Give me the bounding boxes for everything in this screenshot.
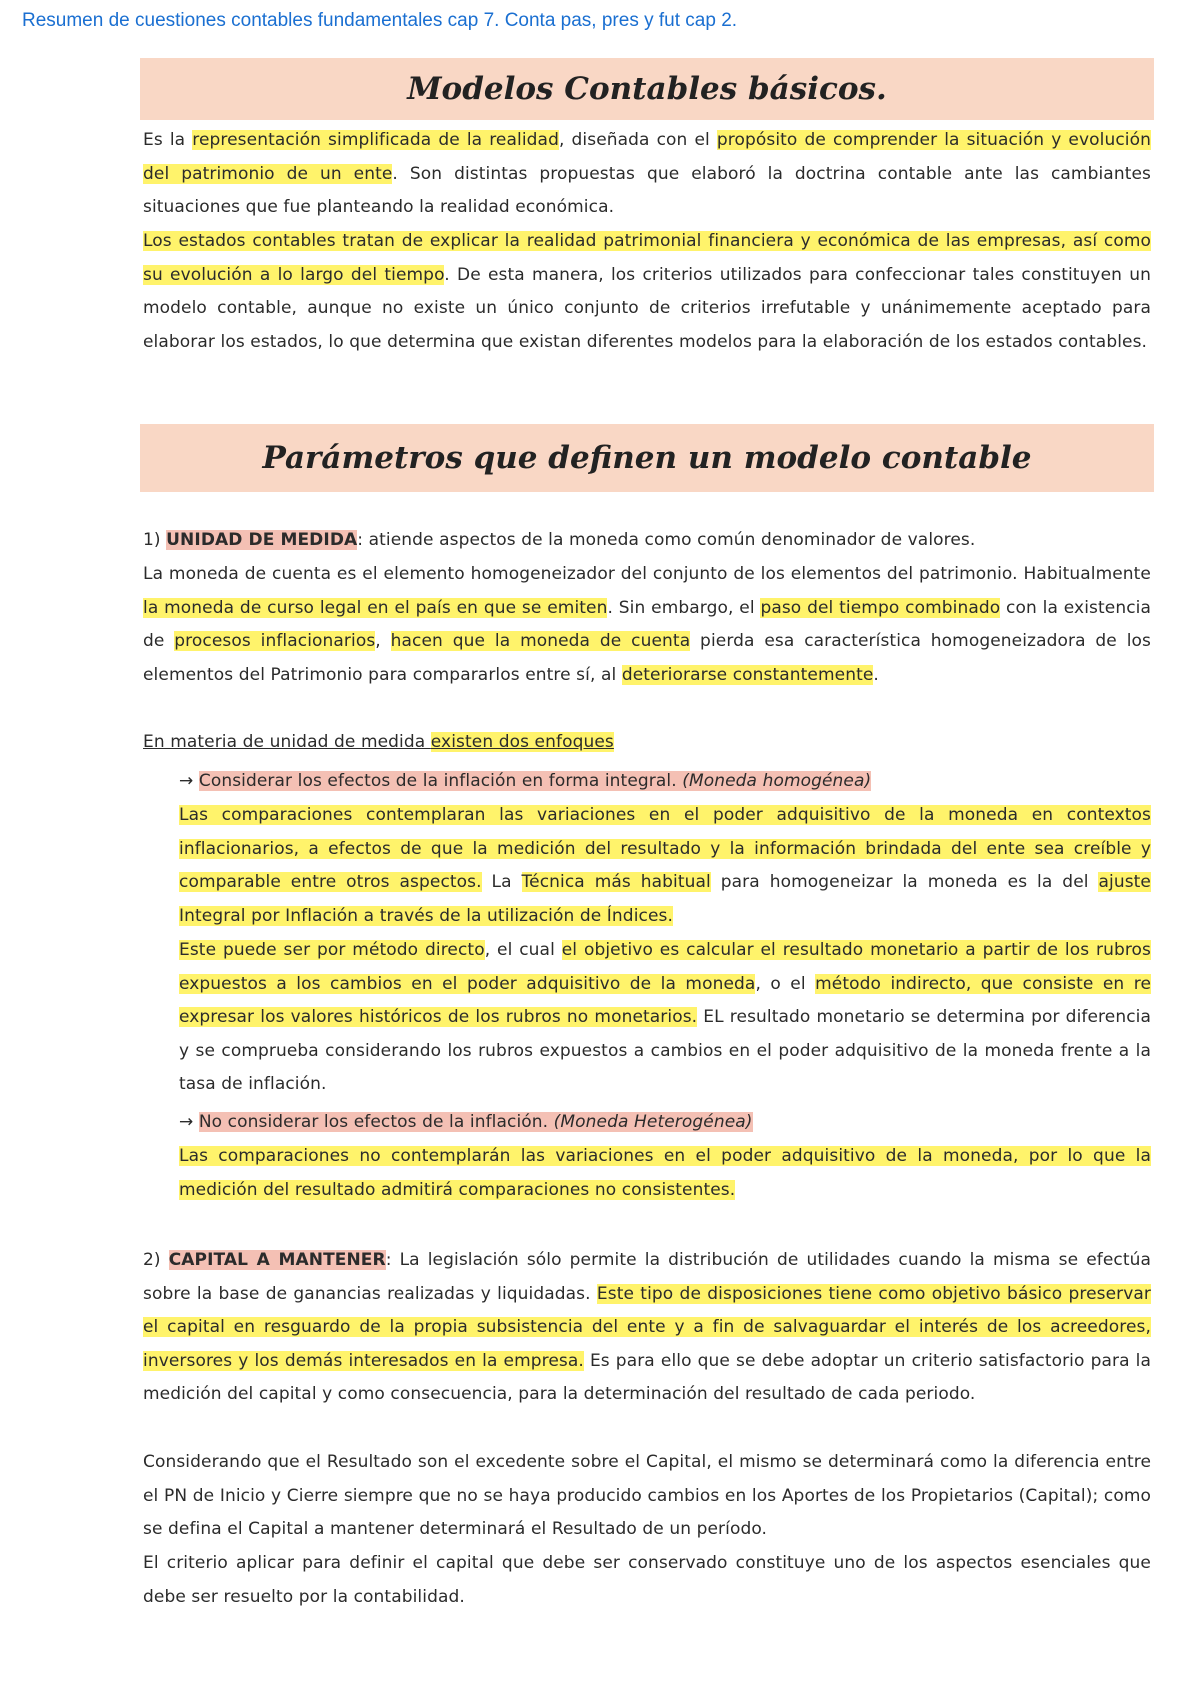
text-span: , diseñada con el (558, 130, 717, 150)
highlighted-text: propósito de comprender la situación y evolución del patrimonio de un ente (143, 130, 1151, 184)
term-unidad-de-medida: UNIDAD DE MEDIDA (166, 530, 358, 550)
highlighted-text: hacen que la moneda de cuenta (390, 631, 691, 652)
highlighted-text: Considerar los efectos de la inflación en forma integral. (198, 771, 683, 791)
text-span: . Sin embargo, el (607, 597, 761, 618)
text-span: con la existencia de (143, 597, 1151, 652)
paragraph-criterio (143, 1547, 1151, 1614)
text-span: . Son distintas propuestas que elaboró la doctrina contable ante las cambiantes situaciones que fue planteando la realidad económica. (143, 163, 1151, 218)
text-span: . (873, 664, 879, 685)
paragraph-resultado (143, 1446, 1151, 1547)
paragraph-estados-contables (143, 225, 1151, 359)
term-capital-a-mantener: CAPITAL A MANTENER (168, 1250, 386, 1270)
underlined-text: En materia de unidad de medida (143, 732, 431, 752)
text-span: La (481, 872, 522, 893)
item-number: 1) (143, 530, 167, 550)
section-banner-parametros: Parámetros que definen un modelo contable (140, 424, 1154, 492)
moneda-heterogenea-tag: (Moneda Heterogénea) (553, 1112, 753, 1132)
paragraph-modelos-definicion (143, 124, 1151, 225)
text-span: , el cual (484, 940, 562, 960)
paragraph-capital-a-mantener (143, 1244, 1151, 1412)
text-span: EL resultado monetario se determina por diferencia y se comprueba considerando los rubros expuestos a cambios en el poder adquisitivo de la moneda frente a la tasa de inflación. (179, 1007, 1151, 1095)
text-span: , o el (755, 973, 816, 994)
text-span: . De esta manera, los criterios utilizados para confeccionar tales constituyen un modelo contable, aunque no existe un único conjunto de criterios irrefutable y unánimemente aceptado para elaborar los estados, lo que determina que existan diferentes modelos para la elaboración de los estados contables. (143, 264, 1151, 352)
highlighted-text: paso del tiempo combinado (760, 597, 1001, 618)
highlighted-text: Los estados contables tratan de explicar la realidad patrimonial financiera y económica de las empresas, así como su evolución a lo largo del tiempo (143, 231, 1151, 285)
highlighted-text: método indirecto, que consiste en re expresar los valores históricos de los rubros no monetarios. (179, 973, 1152, 1028)
text-span: La moneda de cuenta es el elemento homogeneizador del conjunto de los elementos del patrimonio. Habitualmente (143, 564, 1151, 584)
paragraph-moneda-de-cuenta (143, 558, 1151, 692)
highlighted-text: existen dos enfoques (430, 732, 614, 752)
text-span: para homogeneizar la moneda es la del (710, 872, 1099, 893)
text-span: : atiende aspectos de la moneda como común denominador de valores. (357, 530, 976, 550)
highlighted-text: la moneda de curso legal en el país en que se emiten (143, 597, 608, 618)
highlighted-text: el objetivo es calcular el resultado monetario a partir de los rubros expuestos a los cambios en el poder adquisitivo de la moneda (179, 940, 1152, 994)
enfoque-2-heading (179, 1106, 1151, 1140)
text-span: Es la (143, 130, 193, 150)
item-number: 2) (143, 1250, 169, 1270)
text-span: El criterio aplicar para definir el capital que debe ser conservado constituye uno de los aspectos esenciales que debe ser resuelto por la contabilidad. (143, 1553, 1151, 1607)
highlighted-text: deteriorarse constantemente (621, 664, 874, 685)
paragraph-enfoque-2 (179, 1140, 1151, 1207)
arrow-icon: → (179, 771, 199, 791)
highlighted-text: representación simplificada de la realidad (192, 130, 559, 150)
highlighted-text: Este puede ser por método directo (179, 940, 485, 960)
highlighted-text: Este tipo de disposiciones tiene como objetivo básico preservar el capital en resguardo de la propia subsistencia del ente y a fin de salvaguardar el interés de los acreedores, inversores y los demás interesados en la empresa. (143, 1283, 1151, 1371)
arrow-icon: → (179, 1112, 199, 1132)
highlighted-text: Las comparaciones no contemplarán las variaciones en el poder adquisitivo de la moneda, por lo que la medición del resultado admitirá comparaciones no consistentes. (179, 1146, 1151, 1200)
highlighted-text: No considerar los efectos de la inflación. (198, 1112, 554, 1132)
text-span: Es para ello que se debe adoptar un criterio satisfactorio para la medición del capital y como consecuencia, para la determinación del resultado de cada periodo. (143, 1350, 1151, 1405)
text-span: pierda esa característica homogeneizadora de los elementos del Patrimonio para compararlos entre sí, al (143, 631, 1151, 685)
highlighted-text: Las comparaciones contemplaran las variaciones en el poder adquisitivo de la moneda en contextos inflacionarios, a efectos de que la medición del resultado y la información brindada del ente sea creíble y comparable entre otros aspectos. (179, 805, 1151, 893)
document-title: Resumen de cuestiones contables fundamentales cap 7. Conta pas, pres y fut cap 2. (22, 10, 738, 31)
section-banner-modelos: Modelos Contables básicos. (140, 58, 1154, 120)
text-span: Considerando que el Resultado son el excedente sobre el Capital, el mismo se determinará como la diferencia entre el PN de Inicio y Cierre siempre que no se haya producido cambios en los Aportes de los Propietarios (Capital); como se defina el Capital a mantener determinará el Resultado de un período. (143, 1452, 1151, 1540)
paragraph-enfoque-1 (179, 799, 1151, 933)
moneda-homogenea-tag: (Moneda homogénea) (682, 771, 872, 791)
highlighted-text: ajuste Integral por Inflación a través de la utilización de Índices. (179, 872, 1151, 926)
highlighted-text: procesos inflacionarios (174, 631, 376, 652)
paragraph-unidad-medida-intro (143, 524, 1151, 558)
enfoque-1-heading (179, 765, 1151, 799)
paragraph-enfoques (143, 726, 1151, 760)
paragraph-metodos (179, 934, 1151, 1102)
text-span: , (375, 631, 391, 652)
text-span: : La legislación sólo permite la distribución de utilidades cuando la misma se efectúa sobre la base de ganancias realizadas y liquidadas. (143, 1250, 1151, 1304)
highlighted-text: Técnica más habitual (521, 872, 711, 893)
